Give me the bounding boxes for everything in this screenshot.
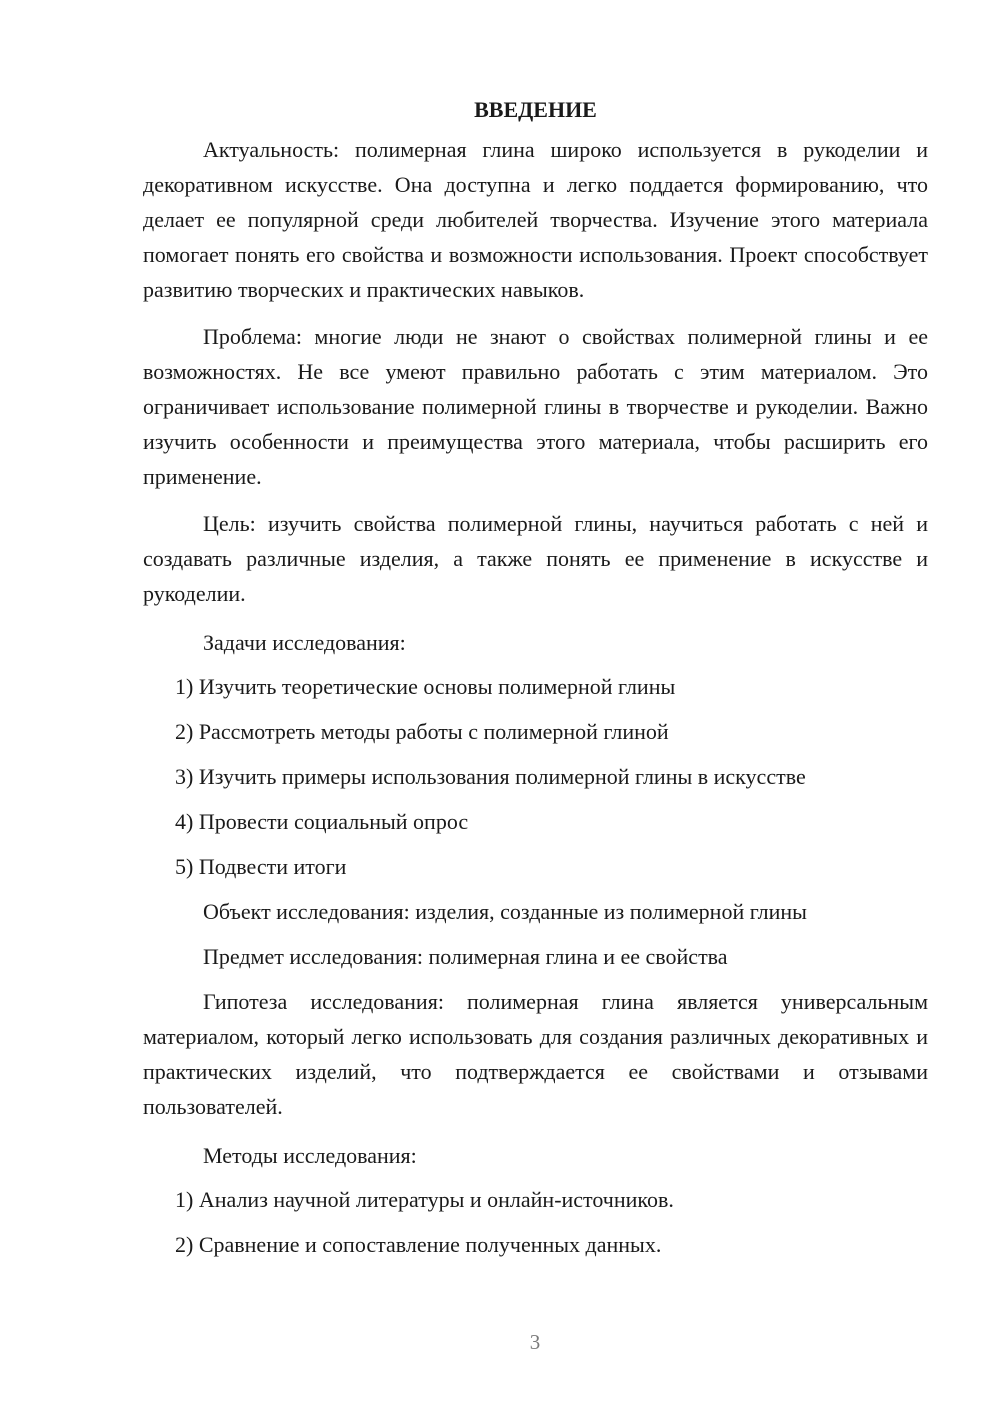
page-title: ВВЕДЕНИЕ — [474, 97, 597, 122]
goal-paragraph: Цель: изучить свойства полимерной глины, научиться работать с ней и создавать различные изделия, а также понять ее применение в искусстве и рукоделии. — [143, 511, 928, 606]
task-item: 5) Подвести итоги — [175, 854, 347, 879]
tasks-heading: Задачи исследования: — [203, 630, 406, 655]
object-line: Объект исследования: изделия, созданные из полимерной глины — [203, 899, 807, 924]
page-number: 3 — [529, 1330, 541, 1354]
hypothesis-paragraph: Гипотеза исследования: полимерная глина является универсальным материалом, который легко использовать для создания различных декоративных и практических изделий, что подтверждается ее свойствами и отзывами пользователей. — [143, 989, 928, 1119]
task-item: 2) Рассмотреть методы работы с полимерной глиной — [175, 719, 669, 744]
problem-paragraph: Проблема: многие люди не знают о свойствах полимерной глины и ее возможностях. Не все умеют правильно работать с этим материалом. Это ограничивает использование полимерной глины в творчестве и рукоделии. Важно изучить особенности и преимущества этого материала, чтобы расширить его применение. — [143, 324, 928, 489]
relevance-paragraph: Актуальность: полимерная глина широко используется в рукоделии и декоративном искусстве. Она доступна и легко поддается формированию, что делает ее популярной среди любителей творчества. Изучение этого материала помогает понять его свойства и возможности использования. Проект способствует развитию творческих и практических навыков. — [143, 137, 928, 302]
method-item: 1) Анализ научной литературы и онлайн-источников. — [175, 1187, 674, 1212]
task-item: 1) Изучить теоретические основы полимерной глины — [175, 674, 676, 699]
subject-line: Предмет исследования: полимерная глина и ее свойства — [203, 944, 728, 969]
document-page — [143, 92, 928, 1262]
method-item: 2) Сравнение и сопоставление полученных данных. — [175, 1232, 662, 1257]
methods-heading: Методы исследования: — [203, 1143, 417, 1168]
task-item: 4) Провести социальный опрос — [175, 809, 469, 834]
task-item: 3) Изучить примеры использования полимерной глины в искусстве — [175, 764, 806, 789]
